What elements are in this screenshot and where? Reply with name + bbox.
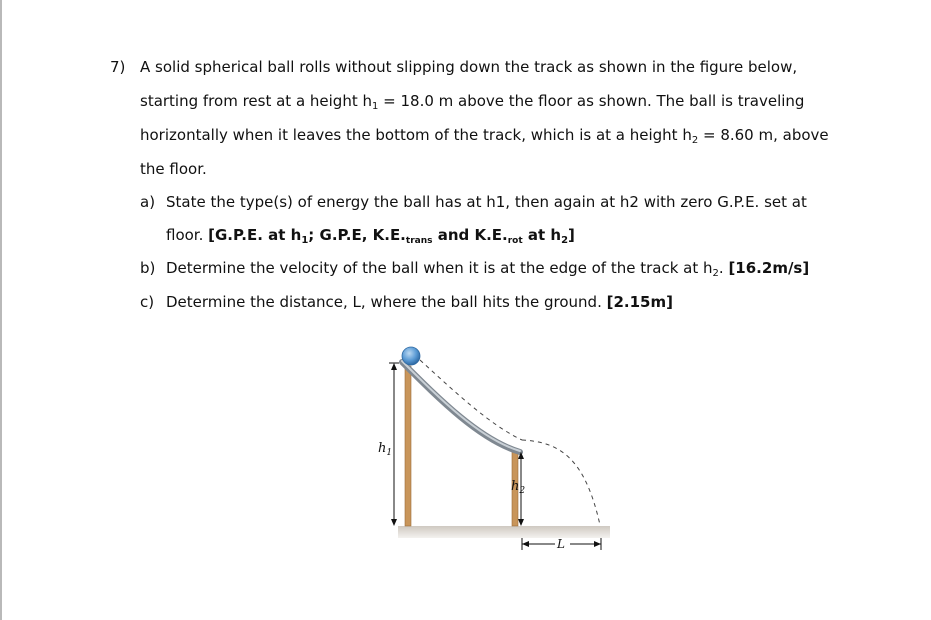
part-c-text: Determine the distance, L, where the ball hits the ground. [2.15m]	[166, 293, 673, 311]
question-number: 7)	[110, 58, 126, 76]
h2-arrow-bottom	[518, 519, 524, 526]
tall-post	[405, 366, 411, 526]
ball	[402, 347, 420, 365]
track-highlight	[402, 361, 520, 451]
part-c-label: c)	[140, 293, 155, 311]
floor	[398, 526, 610, 538]
L-label: L	[557, 537, 565, 551]
h1-arrow-bottom	[391, 519, 397, 526]
part-a-answer: floor. [G.P.E. at $h_1$; G.P.E, $K.E._{trans}$ and $K.E._{rot}$ at $h_2$]	[166, 226, 575, 246]
part-a-text: State the type(s) of energy the ball has at h1, then again at h2 with zero G.P.E. set at	[166, 193, 807, 211]
question-stem-line-1: A solid spherical ball rolls without slipping down the track as shown in the figure below,	[140, 58, 798, 76]
h1-label: $h_1$	[378, 441, 393, 458]
h1-arrow-top	[391, 363, 397, 370]
part-b-text: Determine the velocity of the ball when it is at the edge of the track at $h_2$. [16.2m/s]	[166, 259, 810, 279]
part-b-label: b)	[140, 259, 156, 277]
question-stem-line-2: starting from rest at a height $h_1 = 18.0$ m above the floor as shown. The ball is traveling	[140, 92, 805, 112]
L-arrow-left	[522, 541, 529, 547]
L-arrow-right	[594, 541, 601, 547]
h2-label: $h_2$	[511, 479, 526, 496]
question-stem-line-3: horizontally when it leaves the bottom of the track, which is at a height $h_2 = 8.60$ m, above	[140, 126, 829, 146]
part-a-label: a)	[140, 193, 156, 211]
track	[402, 362, 520, 452]
ball-trajectory-projectile	[522, 440, 600, 525]
question-stem-line-4: the floor.	[140, 160, 207, 178]
